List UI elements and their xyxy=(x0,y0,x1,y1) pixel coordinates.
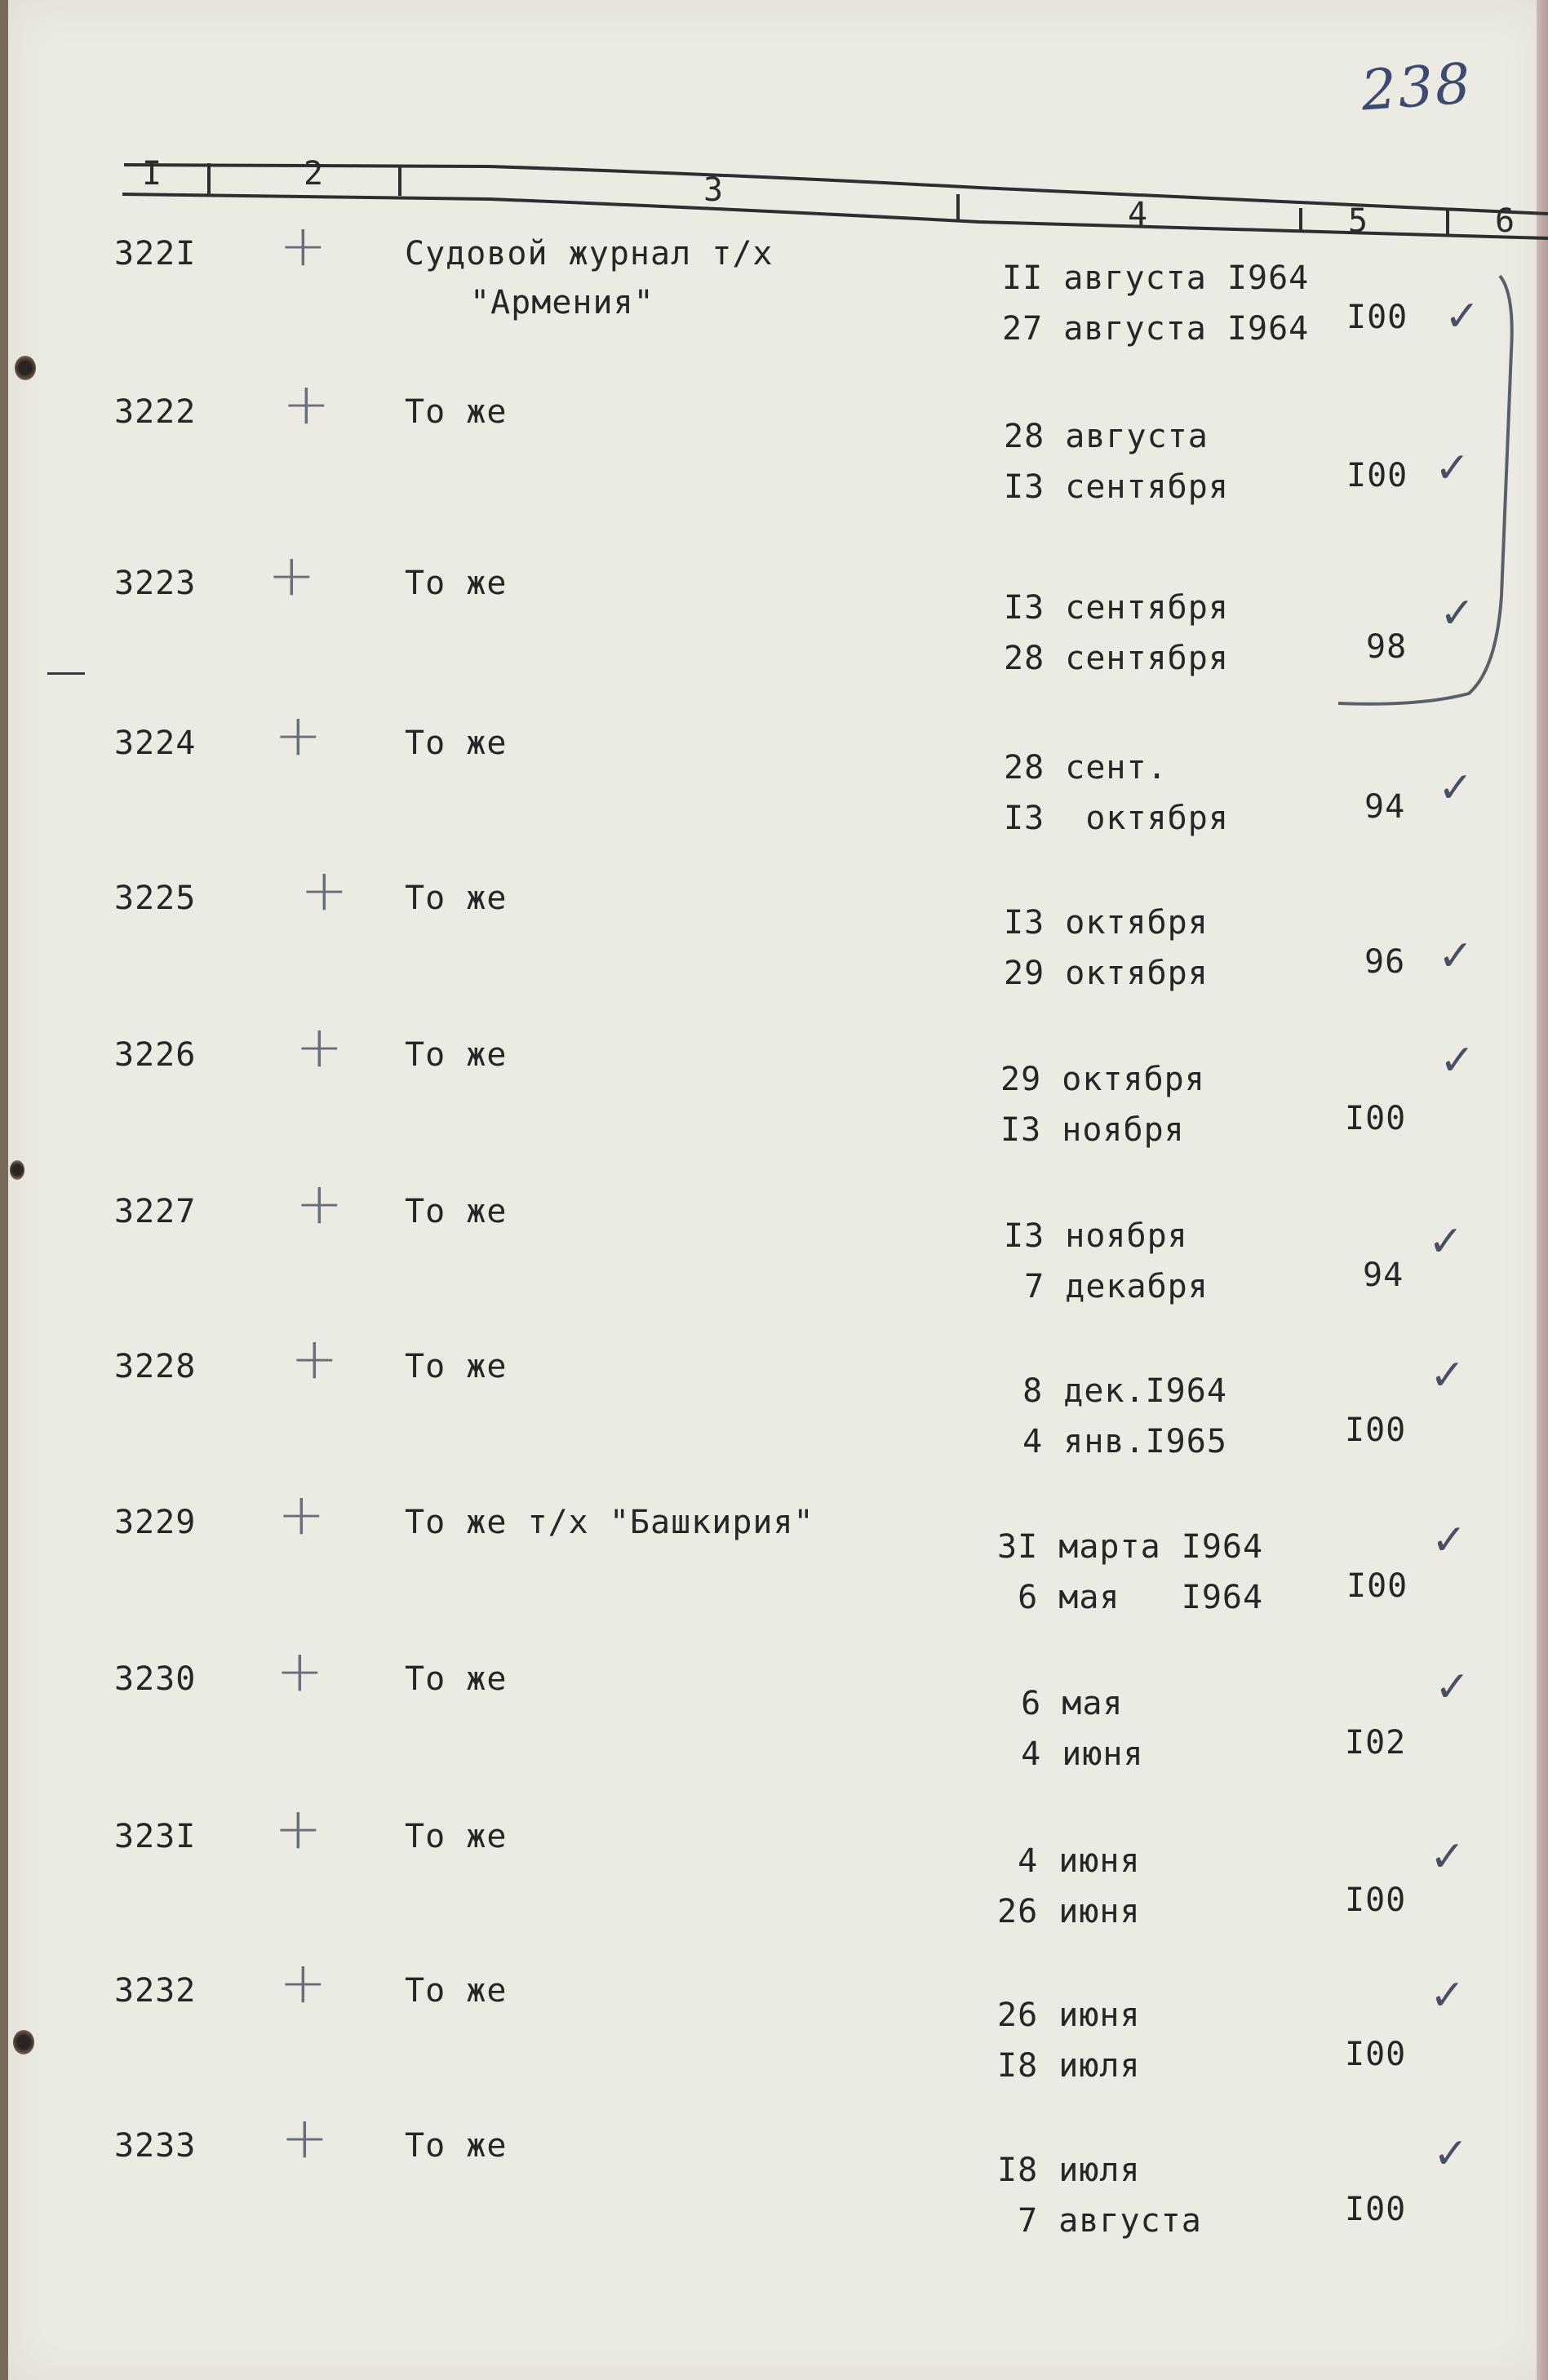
row-title: То же xyxy=(405,1818,508,1855)
plus-mark: + xyxy=(291,1325,339,1392)
header-top-line xyxy=(124,165,1548,214)
header-col-3: 3 xyxy=(703,171,724,209)
header-col-5: 5 xyxy=(1348,202,1368,240)
date-start: II августа I964 xyxy=(1002,259,1310,297)
sheet-count: 96 xyxy=(1364,943,1406,981)
check-mark: ✓ xyxy=(1438,932,1474,981)
plus-mark: + xyxy=(268,542,316,609)
plus-mark: + xyxy=(281,2104,329,2171)
date-end: 7 декабря xyxy=(1004,1268,1209,1305)
check-mark: ✓ xyxy=(1438,764,1474,813)
sheet-count: I00 xyxy=(1345,2191,1407,2228)
plus-mark: + xyxy=(274,702,322,769)
row-title: Судовой журнал т/х xyxy=(405,235,774,273)
check-mark: ✓ xyxy=(1431,1516,1467,1565)
date-start: I3 октября xyxy=(1004,904,1209,942)
header-col-1: I xyxy=(142,155,162,193)
header-col-2: 2 xyxy=(304,155,324,193)
row-number: 3227 xyxy=(114,1193,197,1230)
sheet-count: I00 xyxy=(1345,1881,1407,1919)
row-number: 3233 xyxy=(114,2127,197,2165)
date-end: I3 октября xyxy=(1004,800,1229,837)
row-number: 3223 xyxy=(114,565,197,602)
row-title: То же т/х "Башкирия" xyxy=(405,1504,814,1541)
date-end: I3 сентября xyxy=(1004,468,1229,506)
plus-mark: + xyxy=(295,1013,344,1080)
check-mark: ✓ xyxy=(1444,292,1480,341)
row-number: 3222 xyxy=(114,393,197,431)
date-end: I8 июля xyxy=(997,2047,1141,2085)
date-end: 29 октября xyxy=(1004,955,1209,992)
date-end: 6 мая I964 xyxy=(997,1579,1264,1616)
check-mark: ✓ xyxy=(1435,444,1470,493)
row-title: То же xyxy=(405,1660,508,1698)
sheet-count: I00 xyxy=(1345,2036,1407,2073)
row-title: То же xyxy=(405,725,508,762)
row-title: То же xyxy=(405,1036,508,1074)
row-number: 3225 xyxy=(114,880,197,917)
plus-mark: + xyxy=(295,1170,344,1237)
check-mark: ✓ xyxy=(1430,1351,1466,1400)
check-mark: ✓ xyxy=(1430,1971,1466,2020)
row-number: 322I xyxy=(114,235,197,273)
row-title: То же xyxy=(405,565,508,602)
row-number: 3224 xyxy=(114,725,197,762)
plus-mark: + xyxy=(279,1949,327,2016)
date-end: 4 янв.I965 xyxy=(1002,1423,1227,1460)
row-number: 3226 xyxy=(114,1036,197,1074)
row-title: То же xyxy=(405,1348,508,1385)
date-start: 28 августа xyxy=(1004,418,1209,455)
sheet-count: 94 xyxy=(1364,788,1406,826)
date-start: 8 дек.I964 xyxy=(1002,1372,1227,1410)
check-mark: ✓ xyxy=(1428,1217,1464,1266)
date-start: 26 июня xyxy=(997,1997,1141,2034)
row-title: То же xyxy=(405,2127,508,2165)
check-mark: ✓ xyxy=(1439,589,1475,638)
date-start: 6 мая xyxy=(1000,1685,1124,1722)
row-title-line2: "Армения" xyxy=(470,284,654,321)
row-number: 3232 xyxy=(114,1972,197,2010)
sheet-count: I00 xyxy=(1345,1412,1407,1449)
date-start: 28 сент. xyxy=(1004,749,1168,787)
header-col-6: 6 xyxy=(1495,202,1515,240)
header-bottom-line xyxy=(122,194,1548,238)
sheet-count: I00 xyxy=(1346,457,1408,494)
date-end: 7 августа xyxy=(997,2202,1202,2240)
date-start: 29 октября xyxy=(1000,1061,1205,1098)
check-mark: ✓ xyxy=(1433,2130,1469,2178)
row-title: То же xyxy=(405,1193,508,1230)
row-title: То же xyxy=(405,1972,508,2010)
row-number: 323I xyxy=(114,1818,197,1855)
sheet-count: I00 xyxy=(1345,1100,1407,1137)
date-end: 4 июня xyxy=(1000,1735,1144,1773)
plus-mark: + xyxy=(279,212,327,279)
date-end: 28 сентября xyxy=(1004,640,1229,677)
sheet-count: I00 xyxy=(1346,299,1408,336)
check-mark: ✓ xyxy=(1430,1833,1466,1881)
row-number: 3228 xyxy=(114,1348,197,1385)
date-start: 4 июня xyxy=(997,1842,1141,1880)
plus-mark: + xyxy=(276,1638,324,1704)
header-col-4: 4 xyxy=(1128,196,1148,233)
row-number: 3230 xyxy=(114,1660,197,1698)
page-number: 238 xyxy=(1359,51,1475,124)
date-start: I8 июля xyxy=(997,2152,1141,2189)
plus-mark: + xyxy=(282,370,330,437)
check-mark: ✓ xyxy=(1439,1036,1475,1085)
row-title: То же xyxy=(405,393,508,431)
date-start: I3 сентября xyxy=(1004,589,1229,627)
check-mark: ✓ xyxy=(1435,1663,1470,1712)
row-title: То же xyxy=(405,880,508,917)
date-end: 26 июня xyxy=(997,1893,1141,1930)
date-start: 3I марта I964 xyxy=(997,1528,1264,1566)
date-start: I3 ноября xyxy=(1004,1217,1188,1255)
plus-mark: + xyxy=(277,1481,326,1548)
date-end: I3 ноября xyxy=(1000,1111,1185,1149)
plus-mark: + xyxy=(300,857,348,924)
sheet-count: 98 xyxy=(1366,628,1408,666)
row-number: 3229 xyxy=(114,1504,197,1541)
sheet-count: I02 xyxy=(1345,1724,1407,1762)
plus-mark: + xyxy=(274,1795,322,1862)
date-end: 27 августа I964 xyxy=(1002,310,1310,348)
sheet-count: 94 xyxy=(1363,1256,1404,1294)
sheet-count: I00 xyxy=(1346,1567,1408,1605)
